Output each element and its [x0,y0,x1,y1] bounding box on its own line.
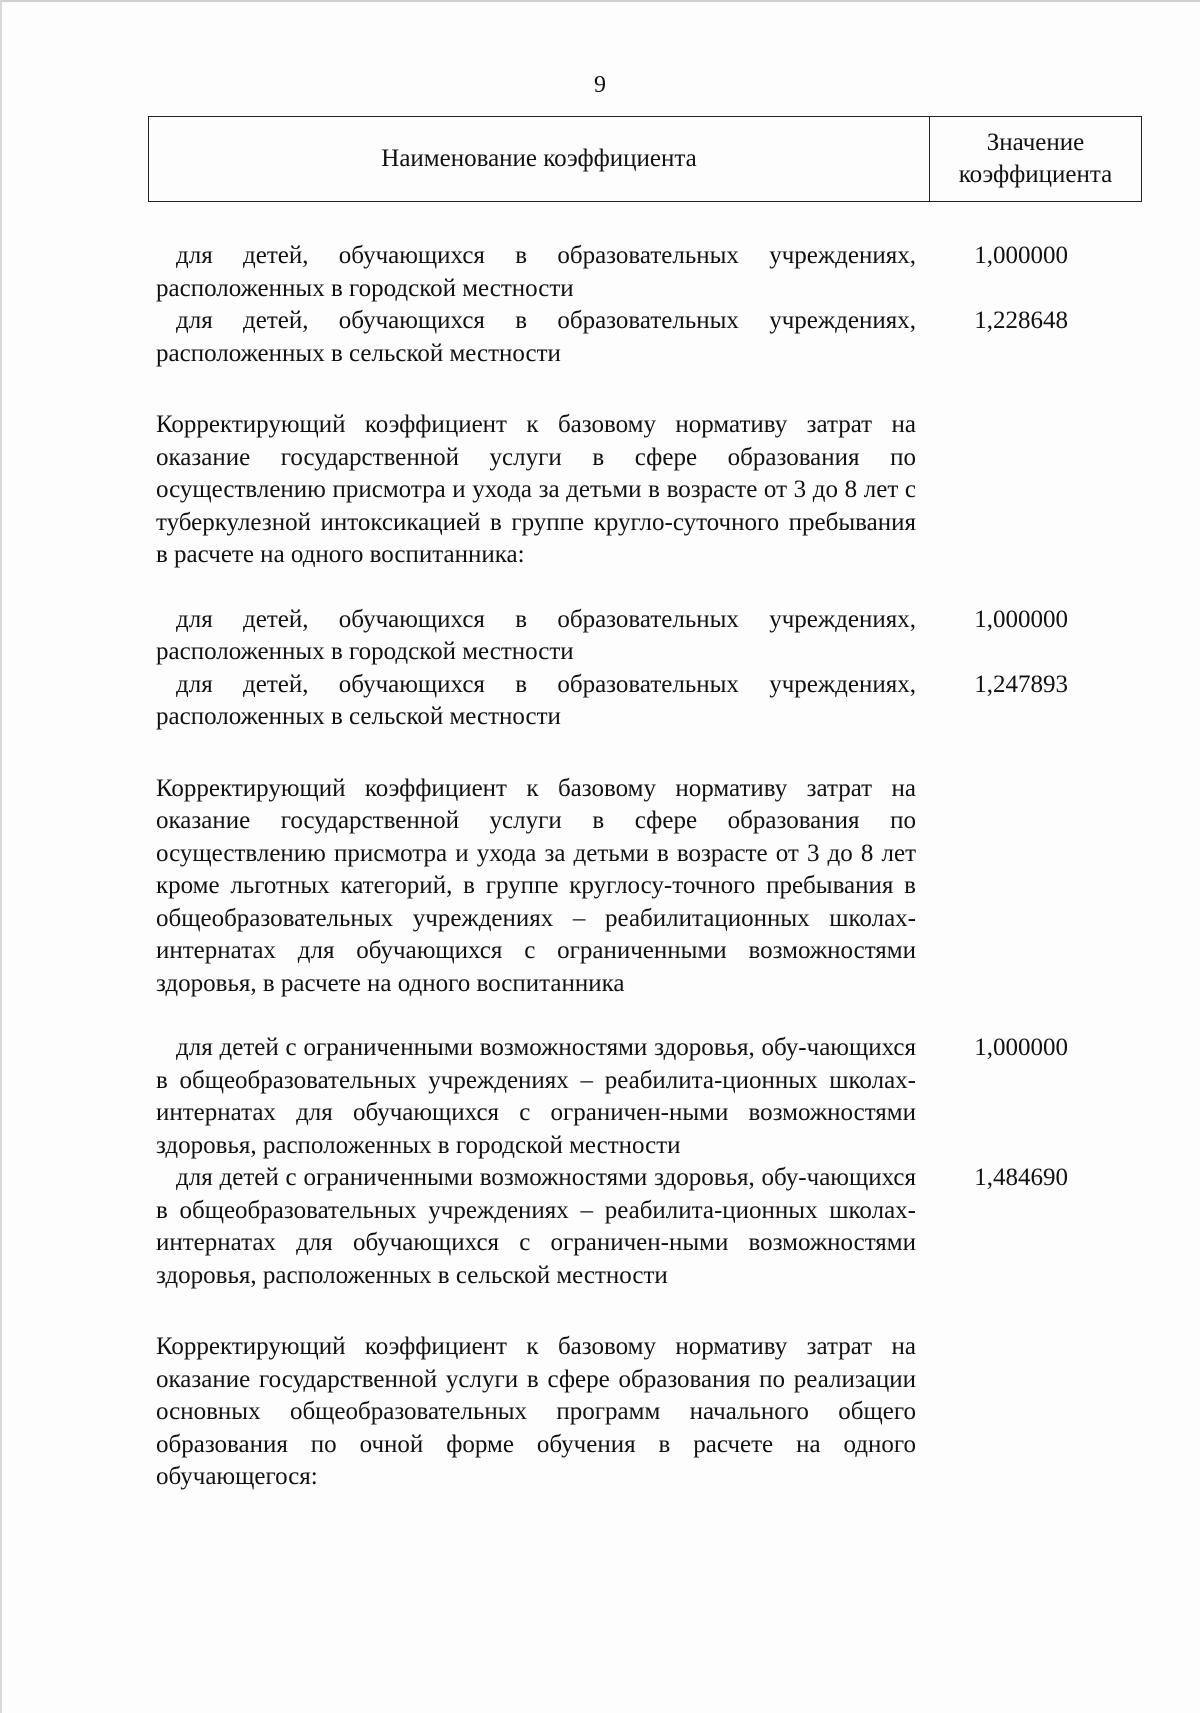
coefficient-row [156,305,1098,370]
row-text: для детей, обучающихся в образовательных учреждениях, расположенных в городской местности [156,605,916,665]
coefficient-row [156,1162,1098,1292]
header-value-column: Значение коэффициента [958,129,1113,188]
page-number: 9 [594,72,606,98]
section-heading: Корректирующий коэффициент к базовому нормативу затрат на оказание государственной услуги в сфере образования по осуществлению присмотра и ухода за детьми в возрасте от 3 до 8 лет с туберкулезной интоксикацией в группе кругло-суточного пребывания в расчете на одного воспитанника: [156,411,916,568]
row-text: для детей, обучающихся в образовательных учреждениях, расположенных в городской местности [156,242,916,302]
header-name-column: Наименование коэффициента [149,117,930,201]
row-value: 1,000000 [974,1034,1068,1061]
coefficient-row [156,240,1098,305]
row-text: для детей с ограниченными возможностями здоровья, обу-чающихся в общеобразовательных учреждениях – реабилита-ционных школах-интернатах для обучающихся с ограничен-ными возможностями здоровья, расположенных в сельской местности [156,1164,916,1289]
section-heading: Корректирующий коэффициент к базовому нормативу затрат на оказание государственной услуги в сфере образования по реализации основных общеобразовательных программ начального общего образования по очной форме обучения в расчете на одного обучающегося: [156,1333,916,1490]
coefficient-row [156,1032,1098,1162]
row-value: 1,484690 [974,1164,1068,1191]
scan-edge-left [0,0,2,1713]
row-text: для детей, обучающихся в образовательных учреждениях, расположенных в сельской местности [156,307,916,367]
coefficient-row [156,669,1098,734]
table-header [148,116,1142,202]
row-value: 1,000000 [974,242,1068,269]
document-body [156,240,1098,1494]
coefficient-row [156,604,1098,669]
section-heading: Корректирующий коэффициент к базовому нормативу затрат на оказание государственной услуги в сфере образования по осуществлению присмотра и ухода за детьми в возрасте от 3 до 8 лет кроме льготных категорий, в группе круглосу-точного пребывания в общеобразовательных учреждениях – реабилитационных школах-интернатах для обучающихся с ограниченными возможностями здоровья, в расчете на одного воспитанника [156,774,916,997]
row-value: 1,000000 [974,605,1068,633]
row-text: для детей, обучающихся в образовательных учреждениях, расположенных в сельской местности [156,670,916,730]
row-value: 1,228648 [974,307,1068,334]
scan-edge-top [0,0,1200,2]
row-value: 1,247893 [974,670,1068,698]
row-text: для детей с ограниченными возможностями здоровья, обу-чающихся в общеобразовательных учреждениях – реабилита-ционных школах-интернатах для обучающихся с ограничен-ными возможностями здоровья, расположенных в городской местности [156,1034,916,1159]
